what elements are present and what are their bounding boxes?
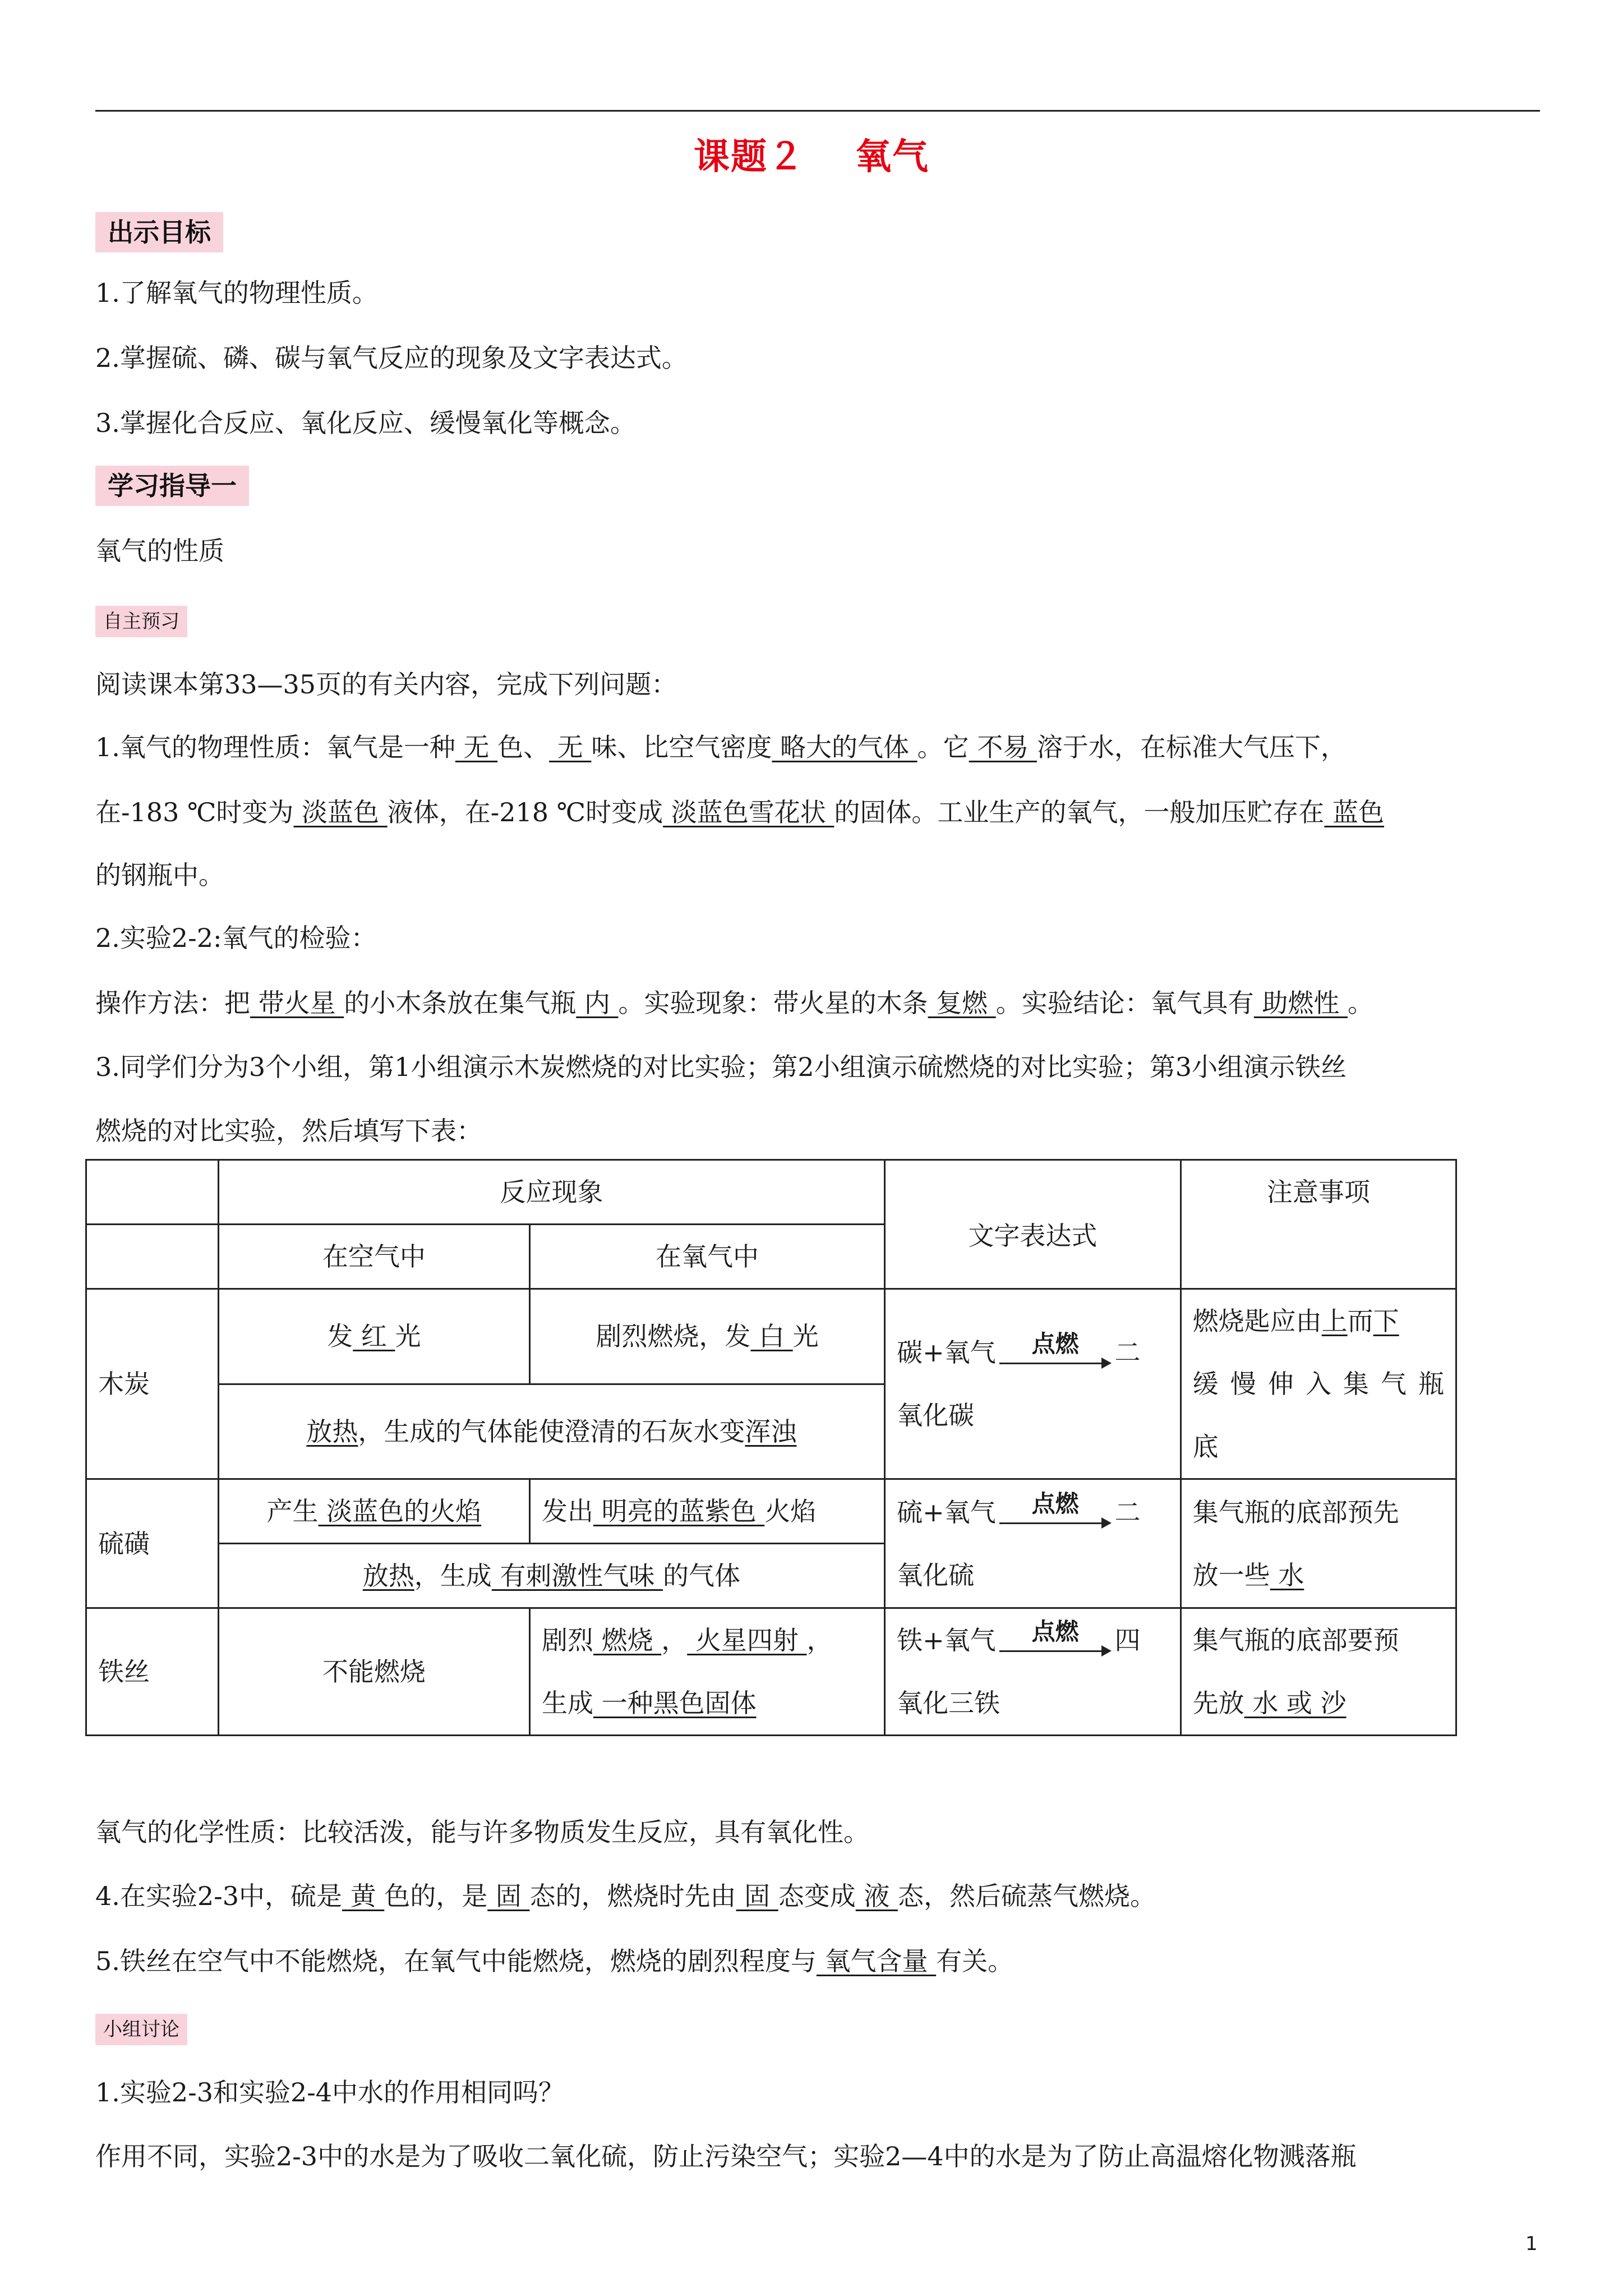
page-number: 1: [1525, 2233, 1538, 2255]
iron-in-air: 不能燃烧: [218, 1608, 529, 1736]
sulfur-label: 硫磺: [86, 1479, 219, 1608]
preview-intro: 阅读课本第33—35页的有关内容，完成下列问题：: [95, 669, 677, 700]
iron-in-oxygen: 剧烈 燃烧 ， 火星四射 ， 生成 一种黑色固体: [529, 1608, 884, 1736]
table-row-sulfur: [86, 1479, 1456, 1544]
chemical-property-text: 氧气的化学性质：比较活泼，能与许多物质发生反应，具有氧化性。: [95, 1817, 869, 1847]
question-4: 4.在实验2-3中，硫是 黄 色的，是 固 态的，燃烧时先由 固 态变成 液 态，然后硫蒸气燃烧。: [95, 1881, 1156, 1911]
section-tag-preview: 自主预习: [95, 606, 187, 637]
header-expression: 文字表达式: [885, 1160, 1181, 1289]
header-phenomenon: 反应现象: [218, 1160, 884, 1225]
question-1-line-1: 1.氧气的物理性质：氧气是一种 无 色、 无 味、比空气密度 略大的气体 。它 不易 溶于水，在标准大气压下，: [95, 732, 1347, 762]
sulfur-in-air: 产生 淡蓝色的火焰: [218, 1479, 529, 1544]
objective-item-3: 3.掌握化合反应、氧化反应、缓慢氧化等概念。: [95, 408, 636, 438]
iron-expression: 铁+氧气 点燃 四 氧化三铁: [885, 1608, 1181, 1736]
experiment-table: [85, 1159, 1457, 1736]
reaction-arrow: 点燃: [999, 1498, 1112, 1531]
page-title: [0, 128, 1623, 180]
header-empty-cell: [86, 1160, 219, 1225]
carbon-common: 放热，生成的气体能使澄清的石灰水变浑浊: [218, 1384, 884, 1479]
discussion-answer-1: 作用不同，实验2-3中的水是为了吸收二氧化硫，防止污染空气；实验2—4中的水是为了防止高温熔化物溅落瓶: [95, 2141, 1357, 2171]
sulfur-common: 放热，生成 有刺激性气味 的气体: [218, 1544, 884, 1608]
title-topic: 氧气: [855, 136, 929, 178]
question-3-line-1: 3.同学们分为3个小组，第1小组演示木炭燃烧的对比实验；第2小组演示硫燃烧的对比实验；第3小组演示铁丝: [95, 1052, 1347, 1082]
carbon-notes: 燃烧匙应由上而下 缓慢伸入集气瓶 底: [1181, 1289, 1456, 1479]
carbon-label: 木炭: [86, 1289, 219, 1479]
section-tag-objectives: 出示目标: [95, 212, 223, 252]
table-header-row-1: [86, 1160, 1456, 1225]
sulfur-notes: 集气瓶的底部预先 放一些 水: [1181, 1479, 1456, 1608]
top-rule: [95, 110, 1540, 112]
carbon-expression: 碳+氧气 点燃 二 氧化碳: [885, 1289, 1181, 1479]
table-row-iron: [86, 1608, 1456, 1736]
header-notes: 注意事项: [1181, 1160, 1456, 1289]
objective-item-1: 1.了解氧气的物理性质。: [95, 278, 378, 308]
discussion-question-1: 1.实验2-3和实验2-4中水的作用相同吗？: [95, 2077, 565, 2108]
question-5: 5.铁丝在空气中不能燃烧，在氧气中能燃烧，燃烧的剧烈程度与 氧气含量 有关。: [95, 1946, 1014, 1976]
question-1-line-3: 的钢瓶中。: [95, 860, 224, 890]
section-tag-guide-1: 学习指导一: [95, 466, 249, 506]
question-2-body: 操作方法：把 带火星 的小木条放在集气瓶 内 。实验现象：带火星的木条 复燃 。实验结论：氧气具有 助燃性 。: [95, 988, 1373, 1018]
carbon-in-oxygen: 剧烈燃烧，发 白 光: [529, 1289, 884, 1384]
question-1-line-2: 在-183 ℃时变为 淡蓝色 液体，在-218 ℃时变成 淡蓝色雪花状 的固体。工业生产的氧气，一般加压贮存在 蓝色: [95, 797, 1384, 827]
header-empty-cell: [86, 1225, 219, 1289]
table-row-carbon: [86, 1289, 1456, 1384]
guide-subtitle: 氧气的性质: [95, 536, 224, 566]
header-in-air: 在空气中: [218, 1225, 529, 1289]
iron-label: 铁丝: [86, 1608, 219, 1736]
sulfur-in-oxygen: 发出 明亮的蓝紫色 火焰: [529, 1479, 884, 1544]
reaction-arrow: 点燃: [999, 1338, 1112, 1372]
carbon-in-air: 发 红 光: [218, 1289, 529, 1384]
section-tag-discussion: 小组讨论: [95, 2014, 187, 2045]
objective-item-2: 2.掌握硫、磷、碳与氧气反应的现象及文字表达式。: [95, 343, 688, 373]
sulfur-expression: 硫+氧气 点燃 二 氧化硫: [885, 1479, 1181, 1608]
iron-notes: 集气瓶的底部要预 先放 水 或 沙: [1181, 1608, 1456, 1736]
reaction-arrow: 点燃: [999, 1626, 1112, 1659]
question-2-head: 2.实验2-2:氧气的检验：: [95, 923, 377, 953]
title-lesson: 课题２: [694, 136, 805, 178]
header-in-oxygen: 在氧气中: [529, 1225, 884, 1289]
question-3-line-2: 燃烧的对比实验，然后填写下表：: [95, 1116, 482, 1146]
